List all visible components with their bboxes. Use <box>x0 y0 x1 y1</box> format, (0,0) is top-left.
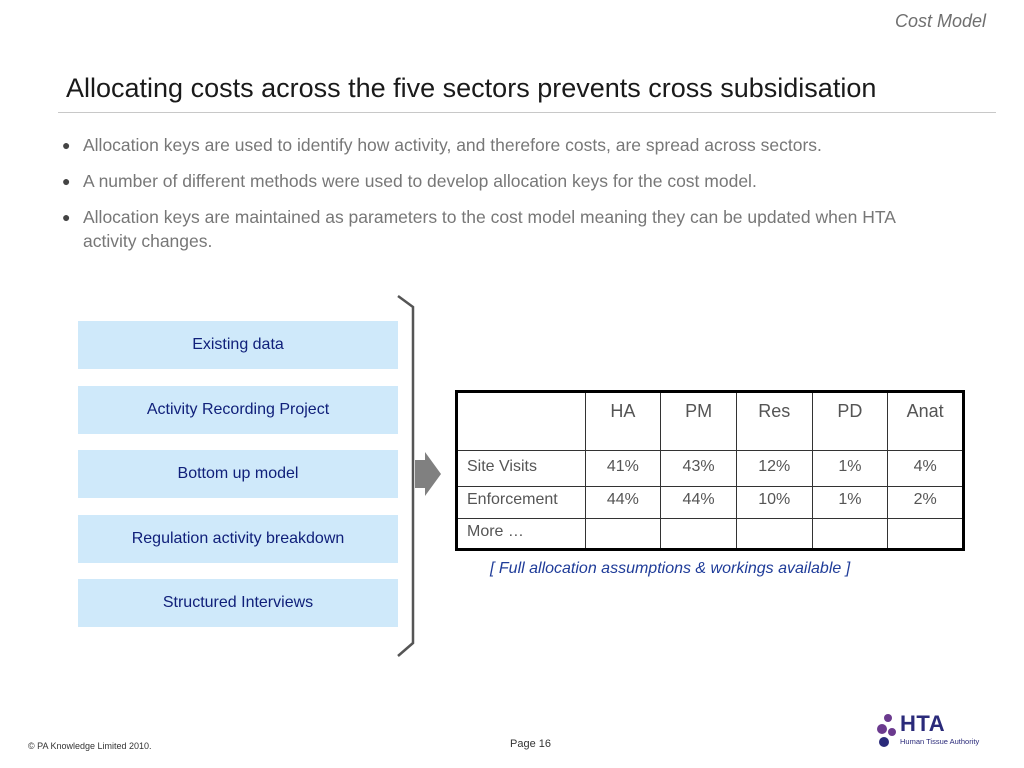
bullet-item <box>60 133 940 157</box>
table-header-row <box>457 392 964 451</box>
title-divider <box>58 112 996 113</box>
table-cell: 1% <box>812 487 888 519</box>
row-label: More … <box>457 519 586 550</box>
table-header-cell <box>457 392 586 451</box>
logo-name: HTA <box>900 711 946 736</box>
workings-note: [ Full allocation assumptions & workings available ] <box>490 560 851 577</box>
row-label: Enforcement <box>457 487 586 519</box>
table-row <box>457 519 964 550</box>
table-header-cell: HA <box>585 392 661 451</box>
bullet-text: A number of different methods were used to develop allocation keys for the cost model. <box>83 171 757 191</box>
hta-logo-dots-icon <box>876 713 900 749</box>
hta-logo <box>876 711 996 751</box>
bullet-text: Allocation keys are maintained as parameters to the cost model meaning they can be updated when HTA activity changes. <box>83 207 895 251</box>
copyright: © PA Knowledge Limited 2010. <box>28 741 152 751</box>
page-number: Page 16 <box>510 738 551 750</box>
table-cell: 44% <box>585 487 661 519</box>
bullet-text: Allocation keys are used to identify how activity, and therefore costs, are spread across sectors. <box>83 135 822 155</box>
bullet-item <box>60 169 940 193</box>
source-box-activity-recording: Activity Recording Project <box>78 386 398 434</box>
bullet-dot-icon: ● <box>62 137 71 153</box>
table-header-cell: PM <box>661 392 737 451</box>
table-cell <box>661 519 737 550</box>
table-cell <box>736 519 812 550</box>
table-cell: 4% <box>888 451 964 487</box>
logo-subtitle: Human Tissue Authority <box>900 737 980 746</box>
bullet-item <box>60 205 940 253</box>
table-cell: 1% <box>812 451 888 487</box>
table-cell: 10% <box>736 487 812 519</box>
table-cell <box>812 519 888 550</box>
bullet-dot-icon: ● <box>62 173 71 189</box>
row-label: Site Visits <box>457 451 586 487</box>
source-box-existing-data: Existing data <box>78 321 398 369</box>
source-box-bottom-up-model: Bottom up model <box>78 450 398 498</box>
arrow-right-icon <box>413 450 443 498</box>
table-row <box>457 451 964 487</box>
table-header-cell: PD <box>812 392 888 451</box>
table-cell <box>888 519 964 550</box>
bullet-list <box>60 133 940 265</box>
table-header-cell: Anat <box>888 392 964 451</box>
table-cell: 2% <box>888 487 964 519</box>
table-header-cell: Res <box>736 392 812 451</box>
table-cell: 44% <box>661 487 737 519</box>
table-cell: 43% <box>661 451 737 487</box>
bullet-dot-icon: ● <box>62 209 71 225</box>
table-row <box>457 487 964 519</box>
table-cell: 12% <box>736 451 812 487</box>
section-label: Cost Model <box>894 11 986 31</box>
source-box-structured-interviews: Structured Interviews <box>78 579 398 627</box>
allocation-table <box>455 390 965 551</box>
table-cell: 41% <box>585 451 661 487</box>
source-box-regulation-breakdown: Regulation activity breakdown <box>78 515 398 563</box>
slide-title: Allocating costs across the five sectors prevents cross subsidisation <box>66 73 877 103</box>
table-cell <box>585 519 661 550</box>
